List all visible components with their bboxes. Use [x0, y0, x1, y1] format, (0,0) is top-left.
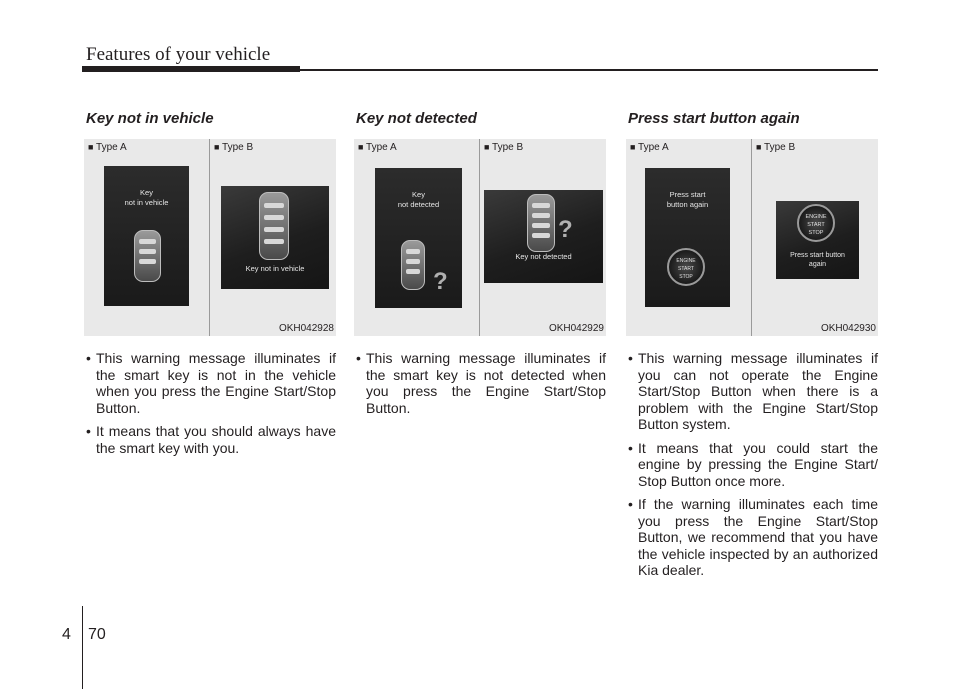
screen-a-message: Press start button again: [666, 190, 709, 209]
cluster-screen-type-a: [104, 166, 189, 306]
section-key-not-in-vehicle: [84, 110, 336, 463]
type-a-label: ■ Type A: [358, 142, 397, 153]
figure-press-start-button-again: [626, 139, 878, 336]
section-title: Key not detected: [356, 110, 477, 127]
list-item: • This warning message illuminates if you can not operate the Engine Start/Stop Button when there is a problem with the Engine Start/Stop Button system.: [626, 350, 878, 433]
type-b-label: ■ Type B: [756, 142, 796, 153]
smart-key-icon: [134, 230, 161, 282]
engine-start-stop-button-icon: ENGINE START STOP: [667, 248, 705, 286]
smart-key-icon: [401, 240, 425, 290]
header-rule-thin: [300, 69, 878, 71]
figure-key-not-detected: [354, 139, 606, 336]
list-item: • It means that you could start the engine by pressing the Engine Start/ Stop Button once more.: [626, 440, 878, 490]
bullet-list: [84, 350, 336, 456]
figure-key-not-in-vehicle: [84, 139, 336, 336]
chapter-number: 4: [62, 626, 71, 643]
figure-code: OKH042929: [548, 323, 604, 334]
figure-divider: [479, 139, 480, 336]
figure-code: OKH042928: [278, 323, 334, 334]
section-title: Press start button again: [628, 110, 800, 127]
screen-b-message: Key not in vehicle: [245, 264, 305, 273]
cluster-screen-type-a: [375, 168, 462, 308]
smart-key-icon: [527, 194, 555, 252]
footer-rule: [82, 606, 83, 689]
type-b-label: ■ Type B: [214, 142, 254, 153]
smart-key-icon: [259, 192, 289, 260]
list-item: • If the warning illuminates each time you press the Engine Start/Stop Button, we recommend that you have the vehicle inspected by an authorized Kia dealer.: [626, 496, 878, 579]
type-b-label: ■ Type B: [484, 142, 524, 153]
header-rule: [82, 66, 300, 72]
cluster-screen-type-b: [484, 190, 603, 283]
screen-a-message: Key not detected: [397, 190, 440, 209]
bullet-list: [626, 350, 878, 579]
section-key-not-detected: [354, 110, 606, 423]
cluster-screen-type-b: [776, 201, 859, 279]
page-number: 70: [88, 626, 106, 643]
section-press-start-button-again: [626, 110, 878, 586]
figure-code: OKH042930: [820, 323, 876, 334]
type-a-label: ■ Type A: [88, 142, 127, 153]
page-header-title: Features of your vehicle: [86, 44, 271, 65]
figure-divider: [209, 139, 210, 336]
figure-divider: [751, 139, 752, 336]
screen-b-message: Key not detected: [515, 252, 572, 261]
type-a-label: ■ Type A: [630, 142, 669, 153]
question-mark-icon: ?: [433, 268, 448, 295]
cluster-screen-type-b: [221, 186, 329, 289]
list-item: • It means that you should always have the smart key with you.: [84, 423, 336, 456]
question-mark-icon: ?: [558, 216, 573, 243]
cluster-screen-type-a: [645, 168, 730, 307]
section-title: Key not in vehicle: [86, 110, 214, 127]
list-item: • This warning message illuminates if the smart key is not detected when you press the Engine Start/Stop Button.: [354, 350, 606, 416]
engine-start-stop-button-icon: ENGINE START STOP: [797, 204, 835, 242]
screen-b-message: Press start button again: [790, 252, 845, 268]
bullet-list: [354, 350, 606, 416]
screen-a-message: Key not in vehicle: [124, 188, 169, 207]
list-item: • This warning message illuminates if the smart key is not in the vehicle when you press the Engine Start/Stop Button.: [84, 350, 336, 416]
